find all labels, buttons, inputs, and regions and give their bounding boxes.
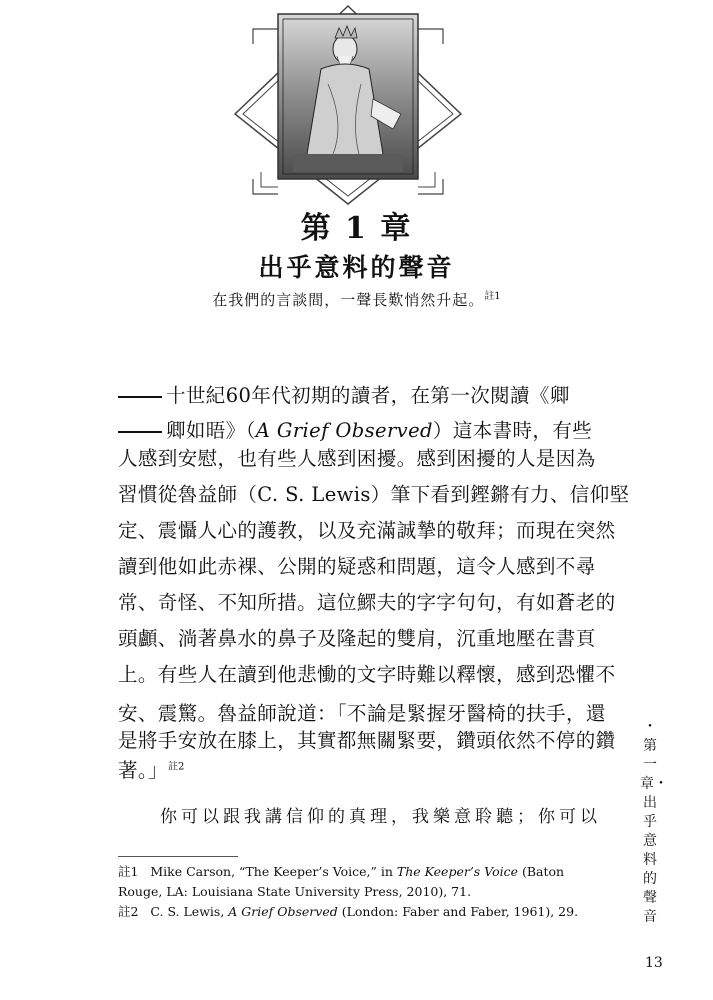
body-line-8: 頭顱、淌著鼻水的鼻子及隆起的雙肩，沉重地壓在書頁: [118, 627, 596, 650]
body-line-1: 十世紀60年代初期的讀者，在第一次閱讀《卿: [118, 380, 608, 408]
body-line-11: 是將手安放在膝上，其實都無關緊要，鑽頭依然不停的鑽: [118, 729, 616, 752]
body-line-9: 上。有些人在讀到他悲慟的文字時難以釋懷，感到恐懼不: [118, 663, 616, 686]
footnote-2: 註2 C. S. Lewis, A Grief Observed (London: Faber and Faber, 1961), 29.: [118, 904, 579, 919]
body-line-6: 讀到他如此赤裸、公開的疑惑和問題，這令人感到不尋: [118, 555, 596, 578]
footnote-1: 註1 Mike Carson, “The Keeper’s Voice,” in The Keeper’s Voice (Baton Rouge, LA: Louisiana State University Press, 2010), 71.: [118, 864, 565, 899]
side-chapter-tab: ・第一章・出乎意料的聲音: [640, 719, 668, 925]
footnote-divider: [118, 856, 238, 857]
drop-dash: [118, 396, 162, 398]
page-number: 13: [645, 955, 663, 971]
epigraph: [0, 287, 713, 310]
body-line-5: 定、震懾人心的護教，以及充滿誠摯的敬拜；而現在突然: [118, 519, 616, 542]
body-line-4: 習慣從魯益師（C. S. Lewis）筆下看到鏗鏘有力、信仰堅: [118, 483, 630, 506]
chapter-emblem-illustration: [233, 4, 463, 206]
footnote-ref-2: 註2: [167, 761, 185, 773]
block-quote: 你可以跟我講信仰的真理，我樂意聆聽；你可以: [160, 807, 601, 827]
epigraph-text: 在我們的言談間，一聲長歎悄然升起。: [212, 291, 485, 309]
body-line-2: 卿如晤》（A Grief Observed）這本書時，有些: [118, 415, 608, 443]
body-line-3: 人感到安慰，也有些人感到困擾。感到困擾的人是因為: [118, 447, 596, 470]
drop-dash: [118, 431, 162, 433]
epigraph-footnote-ref: 註1: [484, 291, 501, 302]
chapter-number: 第 1 章: [300, 211, 413, 246]
body-line-7: 常、奇怪、不知所措。這位鰥夫的字字句句，有如蒼老的: [118, 591, 616, 614]
chapter-title: 出乎意料的聲音: [258, 253, 455, 282]
body-line-12: 著。」$^{註2}$: [118, 759, 185, 782]
body-line-10: 安、震驚。魯益師說道：「不論是緊握牙醫椅的扶手，還: [118, 702, 606, 725]
